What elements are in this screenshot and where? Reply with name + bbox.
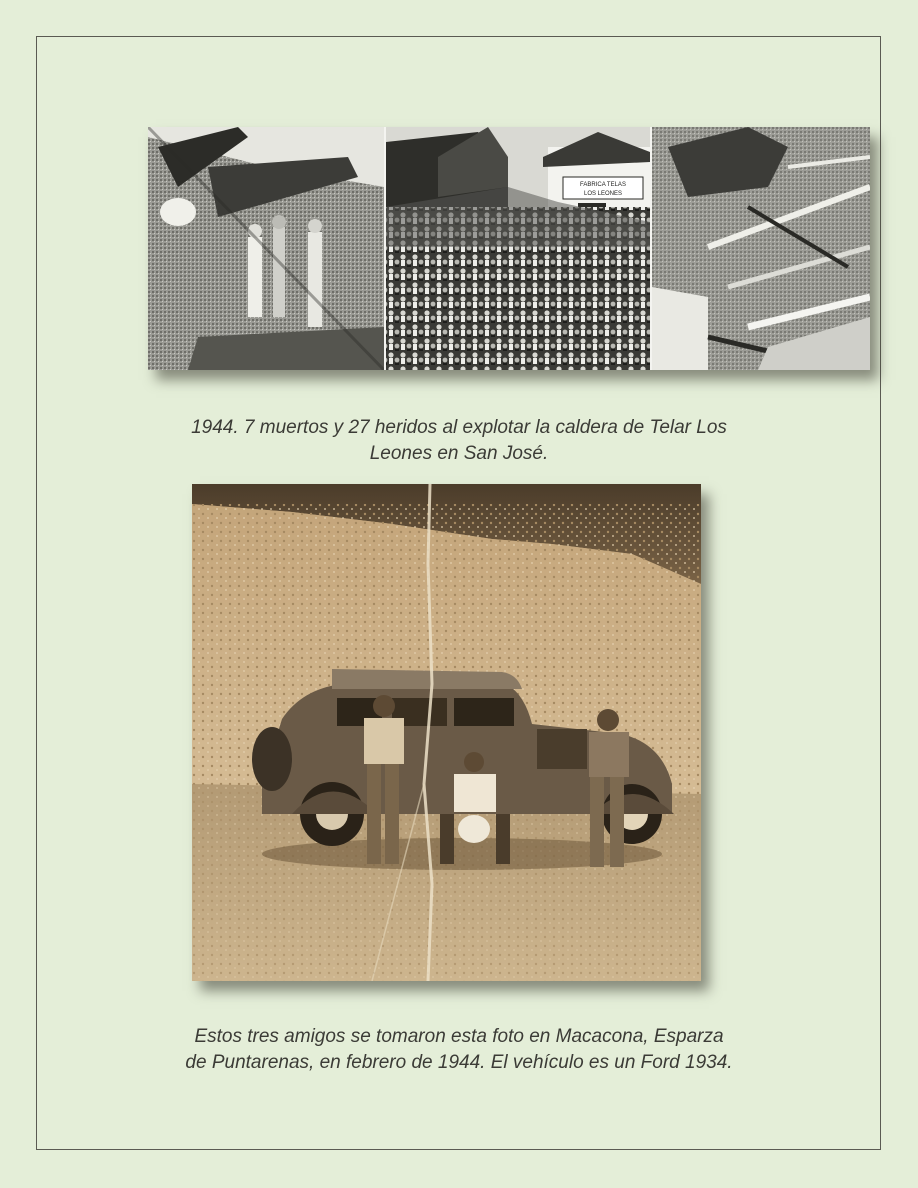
sepia-friends-car-photo [192, 484, 701, 981]
caption-explosion [100, 415, 818, 467]
caption-explosion-line-2: Leones en San José. [369, 443, 549, 464]
caption-explosion-line-1: 1944. 7 muertos y 27 heridos al explotar la caldera de Telar Los [191, 417, 727, 438]
caption-friends [100, 1024, 818, 1076]
sepia-photo-icon [192, 484, 701, 981]
sign-line-1: FABRICA TELAS [580, 182, 626, 188]
caption-friends-line-1: Estos tres amigos se tomaron esta foto en Macacona, Esparza [194, 1026, 724, 1047]
sign-line-2: LOS LEONES [583, 191, 623, 197]
caption-friends-line-2: de Puntarenas, en febrero de 1944. El vehículo es un Ford 1934. [185, 1052, 733, 1073]
newspaper-photo-icon [148, 127, 870, 370]
newspaper-explosion-photo [148, 127, 870, 370]
